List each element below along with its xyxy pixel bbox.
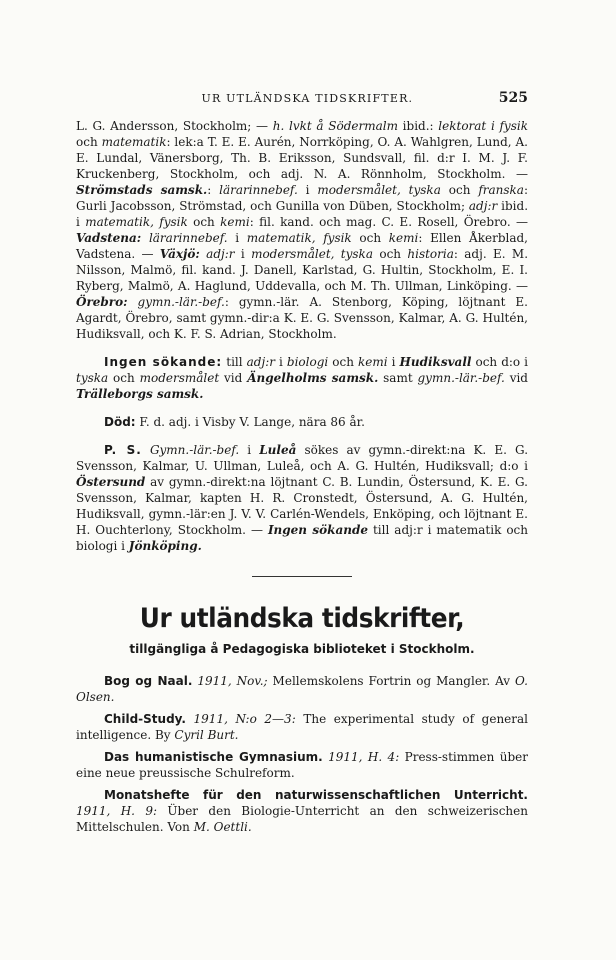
paragraph-appointments: L. G. Andersson, Stockholm; — h. lvkt å Södermalm ibid.: lektorat i fysik och matematik: lek:a T. E. E. Aurén, Norrköping, O. A. Wahlgren, Lund, A. E. Lundal, Vänersborg, Th. B. Eriksson, Sundsvall, fil. d:r I. M. J. F. Kruckenberg, Stockholm, och adj. N. A. Rönnholm, Stockholm. — Strömstads samsk.: lärarinnebef. i modersmålet, tyska och franska: Gurli Jacobsson, Strömstad, och Gunilla von Düben, Stockholm; adj:r ibid. i matematik, fysik och kemi: fil. kand. och mag. C. E. Rosell, Örebro. — Vadstena: lärarinnebef. i matematik, fysik och kemi: Ellen Åkerblad, Vadstena. — Växjö: adj:r i modersmålet, tyska och historia: adj. E. M. Nilsson, Malmö, fil. kand. J. Danell, Karlstad, G. Hultin, Stockholm, E. I. Ryberg, Malmö, A. Haglund, Uddevalla, och M. Th. Ullman, Linköping. — Örebro: gymn.-lär.-bef.: gymn.-lär. A. Stenborg, Köping, löjtnant E. Agardt, Örebro, samt gymn.-dir:a K. E. G. Svensson, Kalmar, A. G. Hultén, Hudiksvall, och K. F. S. Adrian, Stockholm. [76, 119, 529, 341]
section-title: Ur utländska tidskrifter, [139, 603, 465, 634]
journal-entry: Child-Study. 1911, N:o 2—3: The experimental study of general intelligence. By Cyril Burt. [76, 712, 528, 742]
page [76, 90, 528, 841]
paragraph-no-applicants: Ingen sökande: till adj:r i biologi och kemi i Hudiksvall och d:o i tyska och modersmålet vid Ängelholms samsk. samt gymn.-lär.-bef. vid Trälleborgs samsk. [76, 355, 529, 401]
paragraph-postscript: P. S. Gymn.-lär.-bef. i Luleå sökes av gymn.-direkt:na K. E. G. Svensson, Kalmar, U. Ullman, Luleå, och A. G. Hultén, Hudiksvall; d:o i Östersund av gymn.-direkt:na löjtnant C. B. Lundin, Östersund, K. E. G. Svensson, Kalmar, kapten H. R. Cronstedt, Östersund, A. G. Hultén, Hudiksvall, gymn.-lär:en J. V. V. Carlén-Wendels, Enköping, och löjtnant E. H. Ouchterlony, Stockholm. — Ingen sökande till adj:r i matematik och biologi i Jönköping. [76, 443, 529, 553]
journal-entry: Monatshefte für den naturwissenschaftlichen Unterricht. 1911, H. 9: Über den Biologie-Unterricht an den schweizerischen Mittelschulen. Von M. Oettli. [76, 788, 528, 834]
journal-entry: Bog og Naal. 1911, Nov.; Mellemskolens Fortrin og Mangler. Av O. Olsen. [76, 674, 528, 704]
page-number: 525 [498, 90, 528, 106]
journal-entry: Das humanistische Gymnasium. 1911, H. 4: Press-stimmen über eine neue preussische Schulreform. [76, 750, 528, 780]
page-header [76, 90, 528, 118]
section-divider [252, 576, 352, 577]
section-subtitle: tillgängliga å Pedagogiska biblioteket i Stockholm. [129, 642, 475, 656]
paragraph-deceased: Död: F. d. adj. i Visby V. Lange, nära 86 år. [104, 415, 365, 429]
running-title: UR UTLÄNDSKA TIDSKRIFTER. [201, 92, 414, 105]
